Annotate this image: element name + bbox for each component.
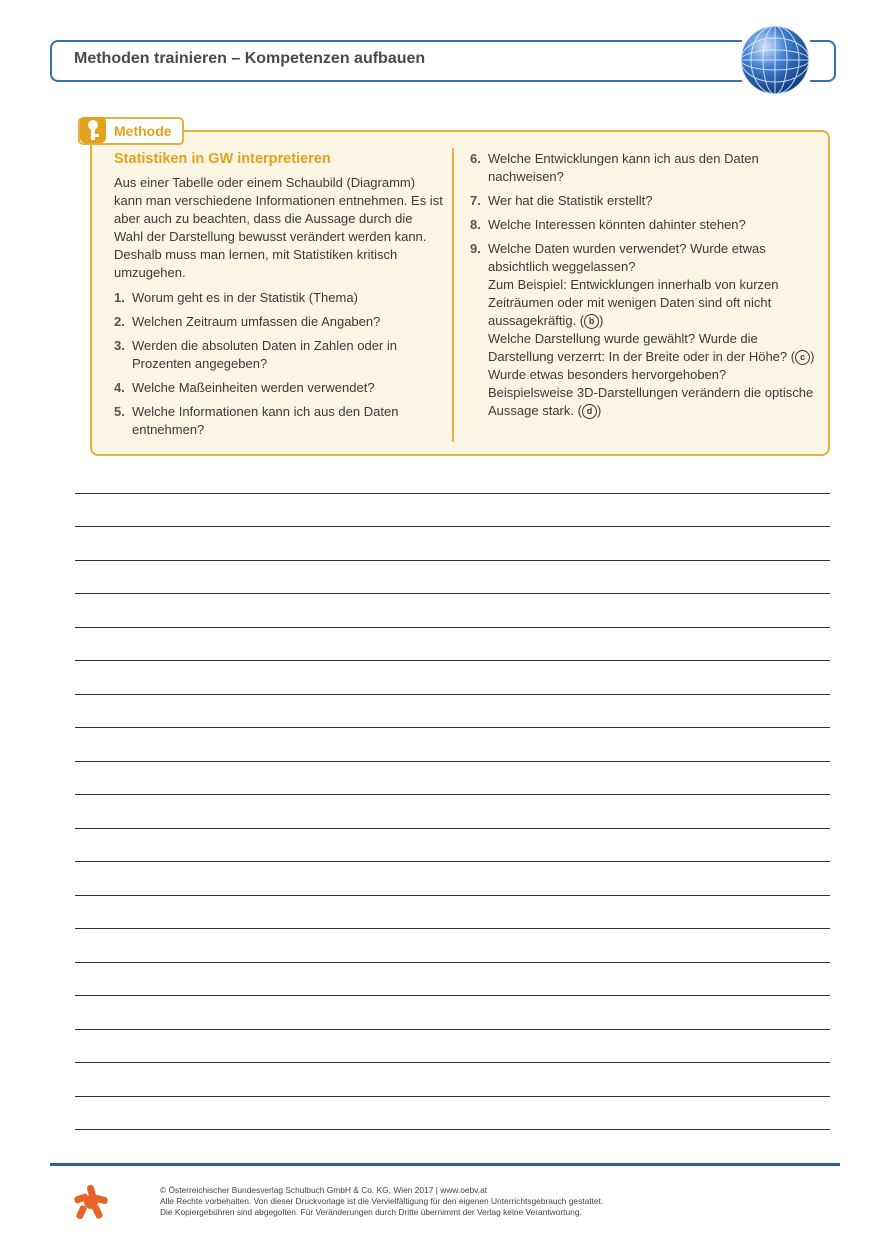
list-item: 7. Wer hat die Statistik erstellt? [470, 193, 653, 208]
writing-line [75, 627, 830, 628]
writing-line [75, 560, 830, 561]
writing-line [75, 794, 830, 795]
writing-line [75, 761, 830, 762]
footer-copyright: © Österreichischer Bundesverlag Schulbuch GmbH & Co. KG, Wien 2017 | www.oebv.at Alle Rechte vorbehalten. Von dieser Druckvorlage ist die Vervielfältigung für den eigenen Unterrichtsgebrauch gestattet. Die Kopiergebühren sind abgegolten. Für Veränderungen durch Dritte übernimmt der Verlag keine Verantwortung. [160, 1185, 604, 1217]
list-item: 5. Welche Informationen kann ich aus den Daten entnehmen? [114, 404, 399, 437]
writing-line [75, 1029, 830, 1030]
writing-line [75, 1129, 830, 1130]
list-item-9: 9. Welche Daten wurden verwendet? Wurde etwas absichtlich weggelassen? Zum Beispiel: Entwicklungen innerhalb von kurzen Zeiträumen oder mit wenigen Daten sind oft nicht aussagekräftig. ( b ) Welche Darstellung wurde gewählt? Wurde die Darstellung verzerrt: In der Breite oder in der Höhe? ( c ) Wurde etwas besonders hervorgehoben? Beispielsweise 3D-Darstellungen verändern die optische Aussage stark. ( d ) [470, 241, 815, 418]
writing-line [75, 660, 830, 661]
figure-ref-b: b [584, 314, 599, 329]
column-divider [452, 148, 454, 442]
writing-line [75, 727, 830, 728]
method-left-column [114, 150, 444, 445]
key-icon [80, 115, 106, 145]
writing-line [75, 828, 830, 829]
footer-divider [50, 1163, 840, 1166]
figure-ref-c: c [795, 350, 810, 365]
list-item: 3. Werden die absoluten Daten in Zahlen oder in Prozenten angegeben? [114, 338, 397, 371]
writing-line [75, 694, 830, 695]
publisher-logo [72, 1183, 110, 1221]
writing-line [75, 995, 830, 996]
writing-line [75, 493, 830, 494]
writing-line [75, 1062, 830, 1063]
method-intro: Aus einer Tabelle oder einem Schaubild (Diagramm) kann man verschiedene Informationen entnehmen. Es ist aber auch zu beachten, dass die Aussage durch die Wahl der Darstellung bewusst verändert werden kann. Deshalb muss man lernen, mit Statistiken kritisch umzugehen. [114, 175, 443, 280]
header-end-cap [810, 40, 836, 82]
method-right-column [470, 150, 815, 426]
page-header [50, 40, 742, 82]
method-tab: Methode [78, 117, 184, 145]
writing-line [75, 1096, 830, 1097]
globe-icon [739, 24, 811, 96]
list-item: 2. Welchen Zeitraum umfassen die Angaben? [114, 314, 381, 329]
figure-ref-d: d [582, 404, 597, 419]
list-item: 4. Welche Maßeinheiten werden verwendet? [114, 380, 375, 395]
writing-line [75, 895, 830, 896]
writing-line [75, 962, 830, 963]
writing-line [75, 526, 830, 527]
page-title: Methoden trainieren – Kompetenzen aufbauen [74, 50, 426, 67]
writing-line [75, 593, 830, 594]
list-item: 8. Welche Interessen könnten dahinter stehen? [470, 217, 746, 232]
method-heading: Statistiken in GW interpretieren [114, 151, 331, 167]
writing-line [75, 928, 830, 929]
list-item: 6. Welche Entwicklungen kann ich aus den Daten nachweisen? [470, 151, 759, 184]
list-item: 1. Worum geht es in der Statistik (Thema) [114, 290, 358, 305]
writing-line [75, 861, 830, 862]
